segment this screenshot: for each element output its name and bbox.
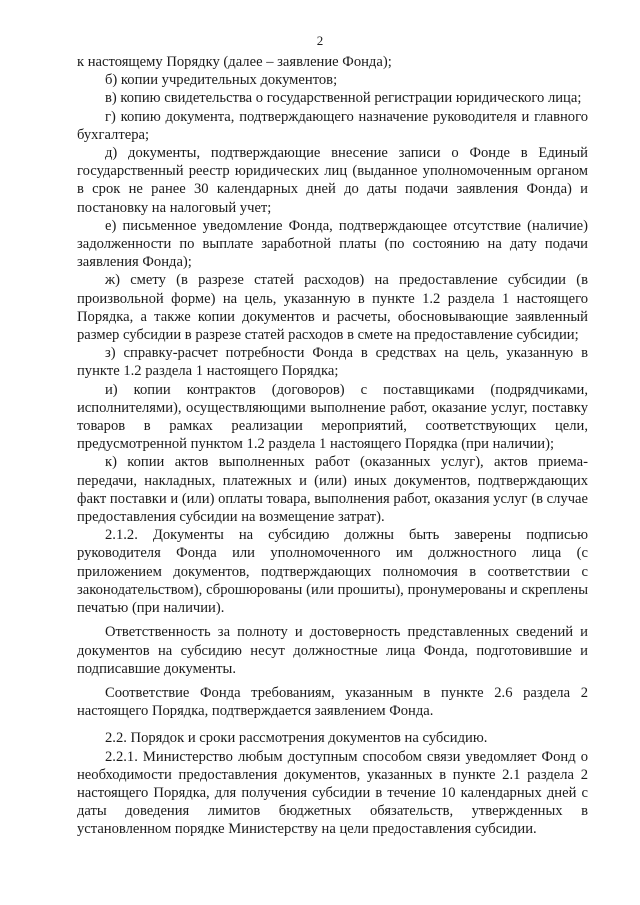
paragraph-item-v: в) копию свидетельства о государственной регистрации юридического лица; <box>105 90 582 107</box>
paragraph-responsibility: Ответственность за полноту и достоверность представленных сведений и документов на субсидию несут должностные лица Фонда, подготовившие и подписавшие документы. <box>77 624 588 677</box>
paragraph-item-d: д) документы, подтверждающие внесение записи о Фонде в Единый государственный реестр юридических лиц (выданное уполномоченным органом в срок не ранее 30 календарных дней до даты подачи заявления Фонда) и постановку на налоговый учет; <box>77 145 588 216</box>
paragraph-continuation: к настоящему Порядку (далее – заявление Фонда); <box>77 54 392 70</box>
paragraph-item-e: е) письменное уведомление Фонда, подтверждающее отсутствие (наличие) задолженности по выплате заработной платы (по состоянию на дату подачи заявления Фонда); <box>77 217 588 271</box>
paragraph-2-1-2: 2.1.2. Документы на субсидию должны быть заверены подписью руководителя Фонда или уполномоченного им должностного лица (с приложением документов, подтверждающих полномочия в соответствии с законодательством), сброшюрованы (или прошиты), пронумерованы и скреплены печатью (при наличии). <box>77 527 588 617</box>
paragraph-item-b: б) копии учредительных документов; <box>105 72 338 89</box>
paragraph-2-2-1: 2.2.1. Министерство любым доступным способом связи уведомляет Фонд о необходимости предоставления документов, указанных в пункте 2.1 раздела 2 настоящего Порядка, для получения субсидии в течение 10 календарных дней с даты доведения лимитов бюджетных обязательств, утвержденных в установленном порядке Министерству на цели предоставления субсидии. <box>77 748 588 838</box>
paragraph-compliance: Соответствие Фонда требованиям, указанным в пункте 2.6 раздела 2 настоящего Порядка, подтверждается заявлением Фонда. <box>77 684 588 720</box>
section-heading-2-2: 2.2. Порядок и сроки рассмотрения документов на субсидию. <box>105 730 488 747</box>
paragraph-item-z: з) справку-расчет потребности Фонда в средствах на цель, указанную в пункте 1.2 раздела 1 настоящего Порядка; <box>77 345 588 380</box>
paragraph-item-k: к) копии актов выполненных работ (оказанных услуг), актов приема-передачи, накладных, платежных и (или) иных документов, подтверждающих факт поставки и (или) оплаты товара, выполнения работ, оказания услуг (в случае предоставления субсидии на возмещение затрат). <box>77 454 588 526</box>
paragraph-item-g: г) копию документа, подтверждающего назначение руководителя и главного бухгалтера; <box>77 108 588 143</box>
document-body <box>77 53 588 839</box>
paragraph-item-i: и) копии контрактов (договоров) с поставщиками (подрядчиками, исполнителями), осуществляющими выполнение работ, оказание услуг, поставку товаров в рамках реализации мероприятий, соответствующих цели, предусмотренной пунктом 1.2 раздела 1 настоящего Порядка (при наличии); <box>77 381 588 453</box>
page-number: 2 <box>316 33 324 48</box>
paragraph-item-zh: ж) смету (в разрезе статей расходов) на предоставление субсидии (в произвольной форме) на цель, указанную в пункте 1.2 раздела 1 настоящего Порядка, а также копии документов и расчеты, обосновывающие заявленный размер субсидии в разрезе статей расходов в смете на предоставление субсидии; <box>77 272 588 344</box>
